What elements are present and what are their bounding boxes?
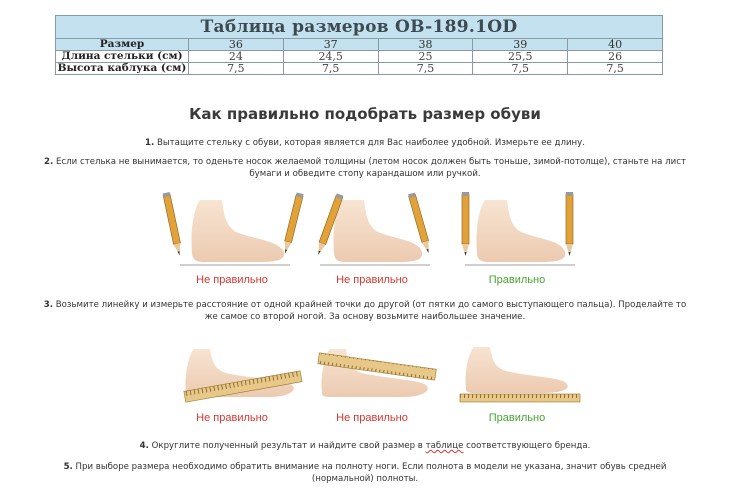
step-number: 2.	[44, 157, 54, 167]
step-text: бумаги и обведите стопу карандашом или ручкой.	[249, 168, 481, 179]
table-cell: 7,5	[568, 63, 663, 75]
table-cell: 7,5	[378, 63, 473, 75]
size-table	[55, 15, 663, 75]
step-2	[20, 157, 710, 180]
caption-wrong-4: Не правильно	[336, 412, 408, 424]
foot-ruler-wrong-2-icon	[312, 345, 442, 407]
table-cell: 25	[378, 51, 473, 63]
table-cell: 7,5	[189, 63, 284, 75]
guide-title: Как правильно подобрать размер обуви	[189, 105, 541, 123]
foot-pencil-wrong-1-icon	[160, 192, 305, 274]
step-text: При выборе размера необходимо обратить внимание на полноту ноги. Если полнота в модели не указана, значит обувь средней	[75, 462, 667, 472]
step-5	[20, 462, 710, 485]
step-text-underlined: таблице	[425, 441, 464, 451]
caption-wrong-1: Не правильно	[196, 274, 268, 286]
step-text: Округлите полученный результат и найдите свой размер в	[151, 441, 423, 451]
row-label-heel-height: Высота каблука (см)	[56, 63, 189, 75]
step-number: 4.	[139, 441, 149, 451]
step-number: 3.	[43, 300, 54, 310]
foot-pencil-right-icon	[445, 192, 590, 274]
step-text: соответствующего бренда.	[466, 441, 591, 451]
table-cell: 7,5	[283, 63, 378, 75]
step-text: Возьмите линейку и измерьте расстояние от одной крайней точки до другой (от пятки до самого выступающего пальца). Проделайте то	[55, 300, 687, 310]
step-text: же самое со второй ногой. За основу возьмите наибольшее значение.	[204, 311, 526, 322]
table-cell: 24	[189, 51, 284, 63]
caption-wrong-3: Не правильно	[196, 412, 268, 424]
step-text: (нормальной) полноты.	[311, 473, 419, 484]
size-header-cell: 36	[189, 39, 284, 51]
table-cell: 26	[568, 51, 663, 63]
step-1	[20, 138, 710, 150]
caption-right-1: Правильно	[488, 274, 546, 286]
step-number: 1.	[145, 138, 155, 148]
step-text: Вытащите стельку с обуви, которая является для Вас наиболее удобной. Измерьте ее длину.	[157, 138, 585, 148]
caption-right-2: Правильно	[488, 412, 546, 424]
step-text: Если стелька не вынимается, то оденьте носок желаемой толщины (летом носок должен быть тоньше, зимой-потолще), станьте на лист	[56, 157, 686, 167]
size-header-cell: 37	[283, 39, 378, 51]
caption-wrong-2: Не правильно	[336, 274, 408, 286]
step-number: 5.	[63, 462, 73, 472]
row-label-insole-length: Длина стельки (см)	[56, 51, 189, 63]
size-table-title: Таблица размеров OB-189.1OD	[56, 16, 663, 39]
size-header-cell: 39	[473, 39, 568, 51]
table-cell: 24,5	[283, 51, 378, 63]
table-row	[56, 51, 663, 63]
table-cell: 7,5	[473, 63, 568, 75]
table-row	[56, 63, 663, 75]
size-header-label: Размер	[56, 39, 189, 51]
foot-pencil-wrong-2-icon	[300, 192, 445, 274]
step-3	[20, 300, 710, 323]
step-4	[20, 441, 710, 453]
foot-ruler-wrong-1-icon	[178, 345, 308, 407]
size-header-cell: 38	[378, 39, 473, 51]
size-header-row	[56, 39, 663, 51]
foot-ruler-right-icon	[456, 345, 586, 407]
table-cell: 25,5	[473, 51, 568, 63]
size-header-cell: 40	[568, 39, 663, 51]
